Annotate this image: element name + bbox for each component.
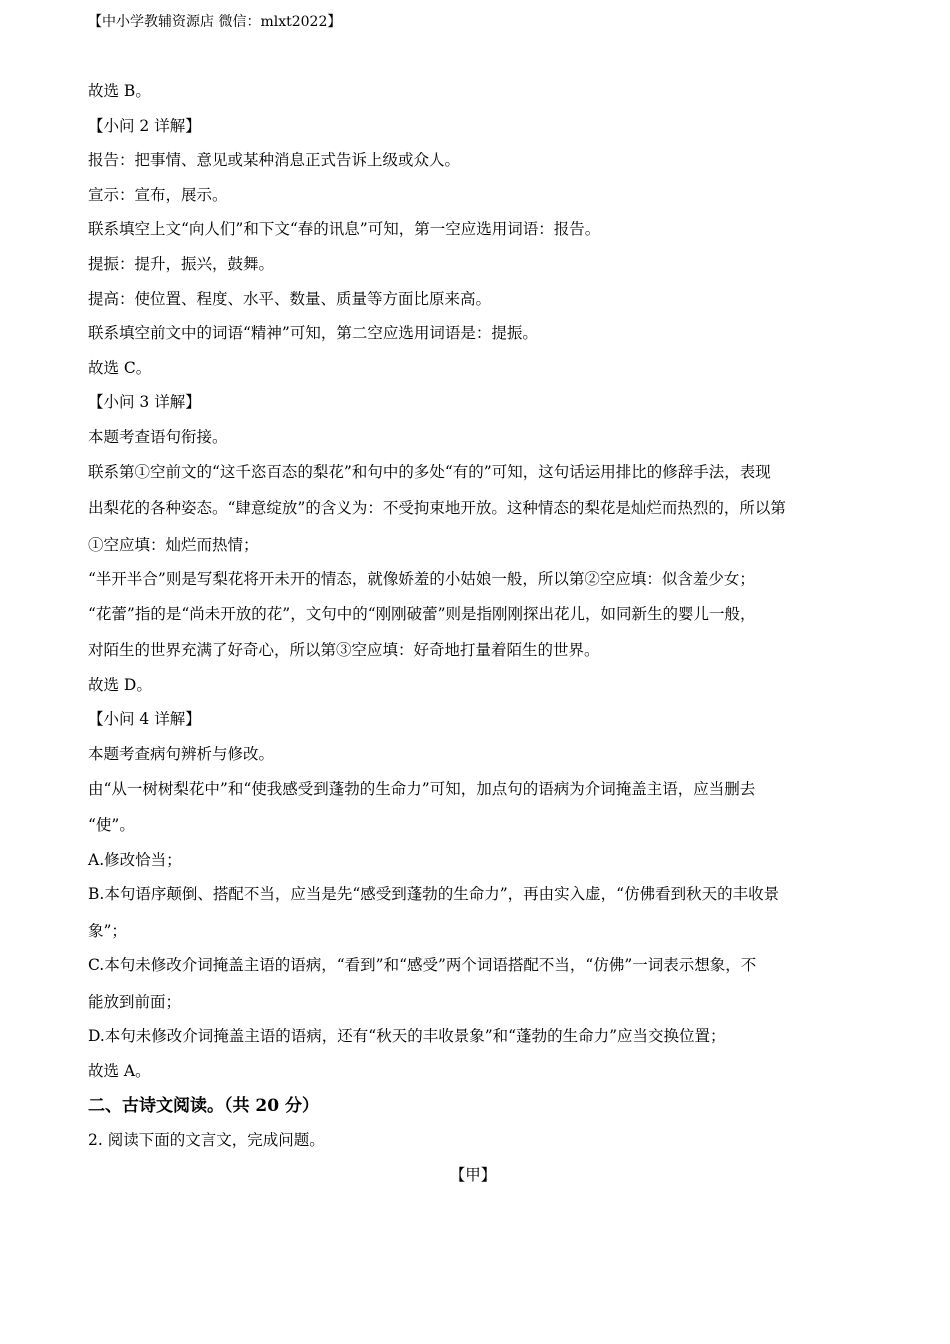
- q4-option-b: [88, 882, 858, 943]
- paragraph-line: ①空应填：灿烂而热情；: [88, 535, 259, 554]
- q2-answer: 故选 C。: [88, 358, 152, 377]
- q4-option-d: D.本句未修改介词掩盖主语的语病，还有“秋天的丰收景象”和“蓬勃的生命力”应当交换位置；: [88, 1027, 726, 1046]
- q2-line: 提高：使位置、程度、水平、数量、质量等方面比原来高。: [88, 289, 492, 308]
- q1-answer: 故选 B。: [88, 82, 151, 100]
- paragraph-line: 出梨花的各种姿态。“肆意绽放”的含义为：不受拘束地开放。这种情态的梨花是灿烂而热烈的，所以第: [88, 499, 786, 518]
- paragraph-line: 对陌生的世界充满了好奇心，所以第③空应填：好奇地打量着陌生的世界。: [88, 641, 600, 660]
- q3-answer: 故选 D。: [88, 675, 152, 694]
- paragraph-line: 象”；: [88, 921, 127, 940]
- header-note: 【中小学教辅资源店 微信：mlxt2022】: [88, 14, 342, 30]
- q3-paragraph-1: [88, 460, 858, 557]
- q4-answer: 故选 A。: [88, 1062, 151, 1081]
- q2-line: 联系填空上文“向人们”和下文“春的讯息”可知，第一空应选用词语：报告。: [88, 220, 601, 239]
- paragraph-line: “使”。: [88, 816, 135, 835]
- q3-intro: 本题考查语句衔接。: [88, 427, 228, 446]
- q4-heading: 【小问 4 详解】: [88, 710, 201, 729]
- q3-paragraph-3: [88, 602, 858, 663]
- q4-option-c: [88, 953, 858, 1014]
- paragraph-line: B.本句语序颠倒、搭配不当，应当是先“感受到蓬勃的生命力”，再由实入虚，“仿佛看到秋天的丰收景: [88, 885, 780, 904]
- q4-paragraph-1: [88, 777, 858, 838]
- passage-label-jia: 【甲】: [449, 1165, 497, 1184]
- q2-line: 宣示：宣布，展示。: [88, 185, 228, 204]
- q2-line: 提振：提升，振兴，鼓舞。: [88, 254, 275, 273]
- document-body: [88, 79, 858, 1187]
- paragraph-line: 由“从一树树梨花中”和“使我感受到蓬勃的生命力”可知，加点句的语病为介词掩盖主语，应当删去: [88, 779, 756, 798]
- q4-intro: 本题考查病句辨析与修改。: [88, 745, 275, 763]
- q2-heading: 【小问 2 详解】: [88, 116, 201, 135]
- q4-option-a: A.修改恰当；: [88, 850, 182, 869]
- section-heading: 二、古诗文阅读。（共 20 分）: [88, 1095, 319, 1116]
- paragraph-line: C.本句未修改介词掩盖主语的语病，“看到”和“感受”两个词语搭配不当，“仿佛”一词表示想象，不: [88, 956, 757, 975]
- paragraph-line: “花蕾”指的是“尚未开放的花”，文句中的“刚刚破蕾”则是指刚刚探出花儿，如同新生的婴儿一般，: [88, 604, 756, 623]
- q2-line: 报告：把事情、意见或某种消息正式告诉上级或众人。: [88, 151, 461, 170]
- paragraph-line: 联系第①空前文的“这千恣百态的梨花”和句中的多处“有的”可知，这句话运用排比的修辞手法，表现: [88, 462, 771, 481]
- q3-paragraph-2: “半开半合”则是写梨花将开未开的情态，就像娇羞的小姑娘一般，所以第②空应填：似含羞少女；: [88, 570, 755, 589]
- q2-line: 联系填空前文中的词语“精神”可知，第二空应选用词语是：提振。: [88, 324, 538, 343]
- q3-heading: 【小问 3 详解】: [88, 393, 201, 412]
- paragraph-line: 能放到前面；: [88, 992, 182, 1011]
- question-prompt: 2. 阅读下面的文言文，完成问题。: [88, 1131, 325, 1150]
